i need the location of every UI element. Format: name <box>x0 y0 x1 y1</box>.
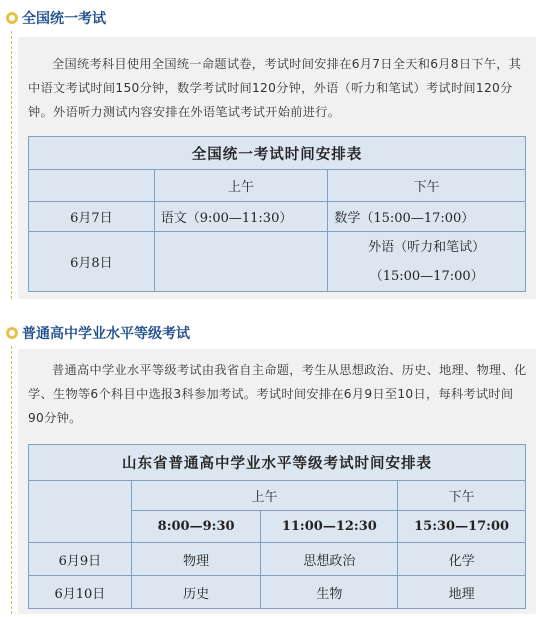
subject-cell: 历史 <box>131 576 261 609</box>
morning-cell: 语文（9:00—11:30） <box>154 202 328 232</box>
date-cell: 6月9日 <box>29 543 132 576</box>
table-caption: 山东省普通高中学业水平等级考试时间安排表 <box>29 445 526 481</box>
afternoon-cell: 数学（15:00—17:00） <box>328 202 526 232</box>
morning-header: 上午 <box>131 481 397 511</box>
time-slot-header: 15:30—17:00 <box>398 511 526 543</box>
section-paragraph: 普通高中学业水平等级考试由我省自主命题，考生从思想政治、历史、地理、物理、化学、生物等6个科目中选报3科参加考试。考试时间安排在6月9日至10日，每科考试时间90分钟。 <box>28 363 527 425</box>
section-heading-level-exam <box>6 322 190 344</box>
afternoon-time: （15:00—17:00） <box>369 268 484 284</box>
subject-cell: 化学 <box>398 543 526 576</box>
subject-cell: 生物 <box>261 576 398 609</box>
dashed-divider <box>11 346 12 614</box>
afternoon-subject: 外语（听力和笔试） <box>368 239 486 255</box>
morning-cell-empty <box>154 232 328 292</box>
afternoon-header: 下午 <box>328 170 526 202</box>
afternoon-cell <box>328 232 526 292</box>
section-title: 全国统一考试 <box>22 11 106 27</box>
morning-header: 上午 <box>154 170 328 202</box>
table-corner-cell <box>29 481 132 543</box>
subject-cell: 物理 <box>131 543 261 576</box>
table-caption: 全国统一考试时间安排表 <box>29 137 526 170</box>
subject-cell: 思想政治 <box>261 543 398 576</box>
date-cell: 6月10日 <box>29 576 132 609</box>
section-title: 普通高中学业水平等级考试 <box>22 326 190 342</box>
level-exam-schedule-table <box>28 444 526 609</box>
circle-bullet-icon <box>6 327 18 339</box>
date-cell: 6月7日 <box>29 202 155 232</box>
circle-bullet-icon <box>6 12 18 24</box>
national-exam-schedule-table <box>28 136 526 292</box>
time-slot-header: 11:00—12:30 <box>261 511 398 543</box>
table-corner-cell <box>29 170 155 202</box>
afternoon-header: 下午 <box>398 481 526 511</box>
subject-cell: 地理 <box>398 576 526 609</box>
section-paragraph: 全国统考科目使用全国统一命题试卷，考试时间安排在6月7日全天和6月8日下午，其中语文考试时间150分钟，数学考试时间120分钟，外语（听力和笔试）考试时间120分钟。外语听力测试内容安排在外语笔试考试开始前进行。 <box>28 57 522 119</box>
time-slot-header: 8:00—9:30 <box>131 511 261 543</box>
section-heading-national <box>6 7 106 29</box>
date-cell: 6月8日 <box>29 232 155 292</box>
dashed-divider <box>11 31 12 299</box>
